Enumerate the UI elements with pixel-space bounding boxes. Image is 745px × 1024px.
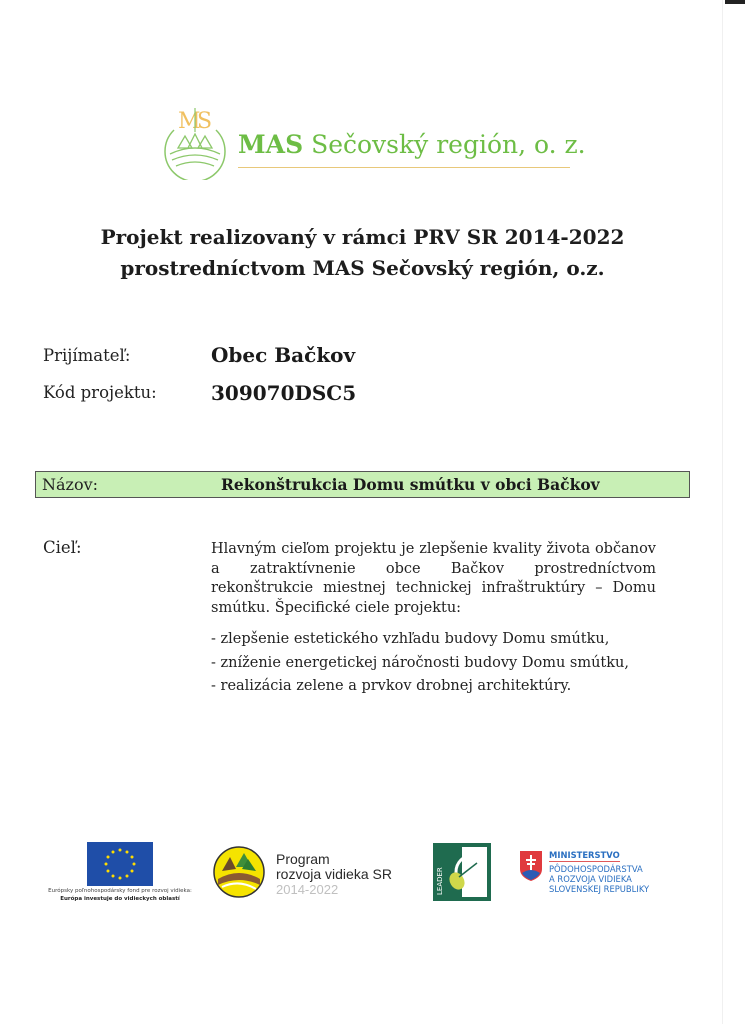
ministry-line-3: A ROZVOJA VIDIEKA [549, 874, 632, 884]
project-name-bar [35, 471, 690, 498]
goal-item: - zníženie energetickej náročnosti budovy Domu smútku, [211, 654, 629, 671]
project-code-label: Kód projektu: [43, 383, 157, 402]
ministry-line-4: SLOVENSKEJ REPUBLIKY [549, 884, 650, 894]
goal-list [211, 630, 671, 701]
ministry-line-2: PÔDOHOSPODÁRSTVA [549, 864, 643, 874]
recipient-label: Prijímateľ: [43, 346, 131, 365]
scan-edge-line [722, 0, 723, 1024]
prv-line-1: Program [276, 851, 330, 867]
project-name-label: Názov: [42, 475, 99, 494]
prv-years: 2014-2022 [276, 882, 339, 897]
goal-item: - realizácia zelene a prvkov drobnej architektúry. [211, 678, 572, 694]
svg-text:S: S [197, 109, 213, 134]
eu-caption-line-2: Európa investuje do vidieckych oblastí [60, 896, 180, 902]
title-line-2: prostredníctvom MAS Sečovský región, o.z. [120, 256, 605, 280]
ministry-line-1: MINISTERSTVO [549, 850, 620, 860]
logo-underline [238, 167, 570, 168]
prv-logo-text [276, 852, 392, 897]
eu-caption [30, 887, 210, 903]
title-line-1: Projekt realizovaný v rámci PRV SR 2014-2022 [100, 225, 625, 249]
org-name [238, 130, 586, 159]
page-title [0, 222, 725, 284]
slovak-coat-of-arms-icon [520, 851, 542, 881]
project-name-value: Rekonštrukcia Domu smútku v obci Bačkov [221, 475, 600, 494]
svg-text:M: M [178, 109, 201, 134]
prv-line-2: rozvoja vidieka SR [276, 866, 392, 882]
leader-logo-icon [433, 843, 491, 901]
mas-emblem-icon [160, 100, 230, 180]
mas-logo [160, 100, 586, 180]
ministry-logo-text [549, 850, 649, 894]
goal-item: - zlepšenie estetického vzhľadu budovy Domu smútku, [211, 631, 610, 647]
svg-text:LEADER: LEADER [436, 867, 444, 895]
org-name-bold: MAS [238, 130, 304, 159]
goal-label: Cieľ: [43, 538, 82, 557]
prv-emblem-icon [212, 845, 266, 899]
eu-caption-line-1: Európsky poľnohospodársky fond pre rozvoj vidieka: [48, 888, 192, 894]
recipient-value: Obec Bačkov [211, 343, 356, 367]
eu-flag-icon [87, 842, 153, 886]
org-name-rest: Sečovský región, o. z. [303, 130, 586, 159]
goal-text: Hlavným cieľom projektu je zlepšenie kvality života občanov a zatraktívnenie obce Bačkov prostredníctvom rekonštrukcie miestnej technickej infraštruktúry – Domu smútku. Špecifické ciele projektu: [211, 541, 656, 616]
scan-edge-mark [725, 0, 745, 4]
project-code-value: 309070DSC5 [211, 381, 357, 405]
